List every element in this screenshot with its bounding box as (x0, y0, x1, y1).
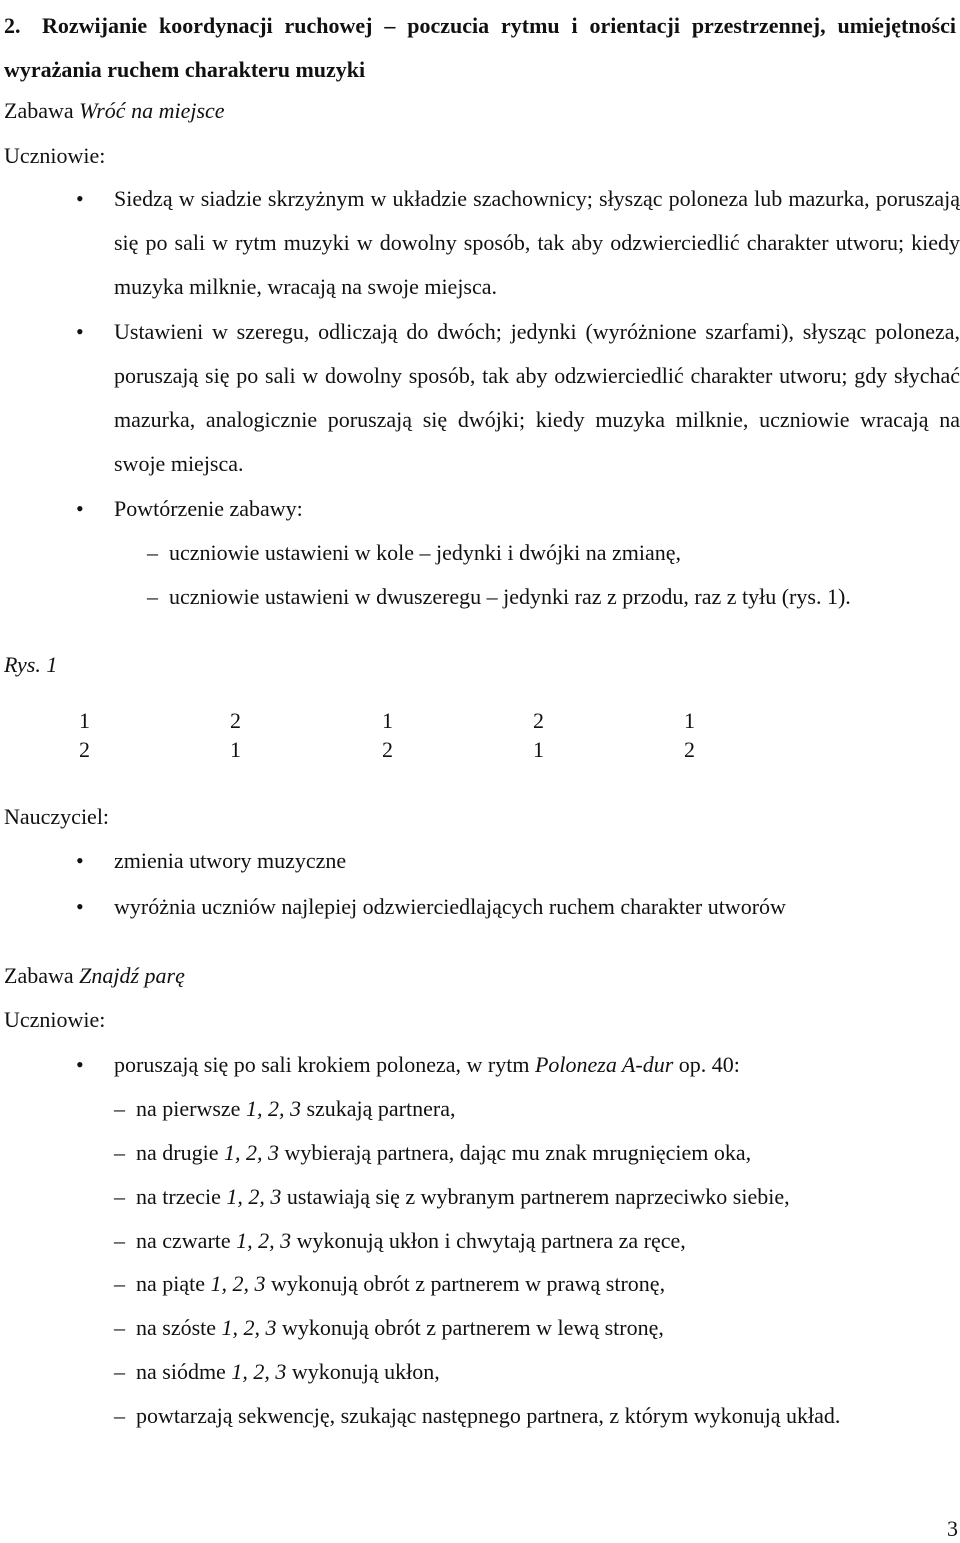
figure-cell: 1 (382, 708, 393, 733)
dash-icon: – (114, 1315, 125, 1340)
dash-icon: – (114, 1271, 125, 1296)
bullet-icon: • (76, 186, 84, 211)
game1-students-label: Uczniowie: (4, 143, 106, 168)
figure-cell: 2 (382, 737, 393, 762)
teacher-label: Nauczyciel: (4, 804, 110, 829)
step-3: – na trzecie 1, 2, 3 ustawiają się z wybranym partnerem naprzeciwko siebie, (114, 1175, 790, 1219)
figure-cell: 1 (79, 708, 90, 733)
figure-cell: 1 (684, 708, 695, 733)
figure-label: Rys. 1 (4, 652, 58, 677)
game1-bullet-3-text: Powtórzenie zabawy: (114, 496, 303, 521)
bullet-icon: • (76, 848, 84, 873)
game1-name: Wróć na miejsce (79, 98, 225, 123)
game1-bullet-1-text: Siedzą w siadzie skrzyżnym w układzie szachownicy; słysząc poloneza lub mazurka, poruszają się po sali w rytm muzyki w dowolny sposób, tak aby odzwierciedlić charakter utworu; kiedy muzyka milknie, wracają na swoje miejsca. (114, 186, 960, 299)
dash-icon: – (114, 1228, 125, 1253)
game2-students-label: Uczniowie: (4, 1007, 106, 1032)
figure-cell: 2 (684, 737, 695, 762)
section-number: 2. (4, 13, 21, 38)
step-2: – na drugie 1, 2, 3 wybierają partnera, dając mu znak mrugnięciem oka, (114, 1131, 751, 1175)
dash-icon: – (114, 1359, 125, 1384)
game2-label: Zabawa (4, 963, 74, 988)
repeat-item-1: – uczniowie ustawieni w kole – jedynki i dwójki na zmianę, (147, 531, 681, 575)
dash-icon: – (147, 540, 158, 565)
dash-icon: – (114, 1403, 125, 1428)
figure-cell: 2 (533, 708, 544, 733)
figure-cell: 2 (230, 708, 241, 733)
section-title: Rozwijanie koordynacji ruchowej – poczucia rytmu i orientacji przestrzennej, umiejętności wyrażania ruchem charakteru muzyki (4, 13, 956, 82)
step-4: – na czwarte 1, 2, 3 wykonują ukłon i chwytają partnera za ręce, (114, 1219, 686, 1263)
bullet-icon: • (76, 1052, 84, 1077)
bullet-icon: • (76, 496, 84, 521)
page-number: 3 (947, 1516, 958, 1541)
dash-icon: – (114, 1096, 125, 1121)
figure-cell: 1 (533, 737, 544, 762)
game2-title (4, 961, 185, 991)
step-5: – na piąte 1, 2, 3 wykonują obrót z partnerem w prawą stronę, (114, 1262, 665, 1306)
game2-name: Znajdź parę (79, 963, 185, 988)
bullet-icon: • (76, 319, 84, 344)
dash-icon: – (114, 1140, 125, 1165)
dash-icon: – (114, 1184, 125, 1209)
document-page: 2. Rozwijanie koordynacji ruchowej – poczucia rytmu i orientacji przestrzennej, umiejętności wyrażania ruchem charakteru muzyki Zabawa Wróć na miejsce Uczniowie: • Siedzą w siadzie skrzyżnym w układzie szachownicy; słysząc poloneza lub mazurka, poruszają się po sali w rytm muzyki w dowolny sposób, tak aby odzwierciedlić charakter utworu; kiedy muzyka milknie, wracają na swoje miejsca. • Ustawieni w szeregu, odliczają do dwóch; jedynki (wyróżnione szarfami), słysząc poloneza, poruszają się po sali w dowolny sposób, tak aby odzwierciedlić charakter utworu; gdy słychać mazurka, analogicznie poruszają się dwójki; kiedy muzyka milknie, uczniowie wracają na swoje miejsca. • Powtórzenie zabawy: – uczniowie ustawieni w kole – jedynki i dwójki na zmianę, – uczniowie ustawieni w dwuszeregu – jedynki raz z przodu, raz z tyłu (rys. 1). Rys. 1 1 2 1 2 1 2 1 2 1 2 Nauczyciel: • zmienia utwory muzyczne • wyróżnia uczniów najlepiej odzwierciedlających ruchem charakter utworów Zabawa Znajdź parę Uczniowie: • poruszają się po sali krokiem poloneza, w rytm Poloneza A-dur op. 40: – na pierwsze 1, 2, 3 szukają partnera, – na drugie 1, 2, 3 wybierają partnera, dając mu znak mrugnięciem oka, – na trzecie 1, 2, 3 ustawiają się z wybranym partnerem naprzeciwko siebie, – na czwarte 1, 2, 3 wykonują ukłon i chwytają partnera za ręce, – na piąte 1, 2, 3 wykonują obrót z partnerem w prawą stronę, – na szóste 1, 2, 3 wykonują obrót z partnerem w lewą stronę, – na siódme 1, 2, 3 wykonują ukłon, – powtarzają sekwencję, szukając następnego partnera, z którym wykonują układ. 3 (0, 0, 960, 1543)
figure-cell: 2 (79, 737, 90, 762)
step-7: – na siódme 1, 2, 3 wykonują ukłon, (114, 1350, 440, 1394)
game1-label: Zabawa (4, 98, 74, 123)
repeat-item-2: – uczniowie ustawieni w dwuszeregu – jedynki raz z przodu, raz z tyłu (rys. 1). (147, 575, 851, 619)
dash-icon: – (147, 584, 158, 609)
step-6: – na szóste 1, 2, 3 wykonują obrót z partnerem w lewą stronę, (114, 1306, 664, 1350)
section-heading (4, 4, 956, 92)
game1-bullet-2-text: Ustawieni w szeregu, odliczają do dwóch; jedynki (wyróżnione szarfami), słysząc poloneza, poruszają się po sali w dowolny sposób, tak aby odzwierciedlić charakter utworu; gdy słychać mazurka, analogicznie poruszają się dwójki; kiedy muzyka milknie, uczniowie wracają na swoje miejsca. (114, 319, 960, 476)
game1-title (4, 96, 225, 126)
step-1: – na pierwsze 1, 2, 3 szukają partnera, (114, 1087, 455, 1131)
step-final: – powtarzają sekwencję, szukając następnego partnera, z którym wykonują układ. (114, 1394, 840, 1438)
figure-cell: 1 (230, 737, 241, 762)
bullet-icon: • (76, 894, 84, 919)
